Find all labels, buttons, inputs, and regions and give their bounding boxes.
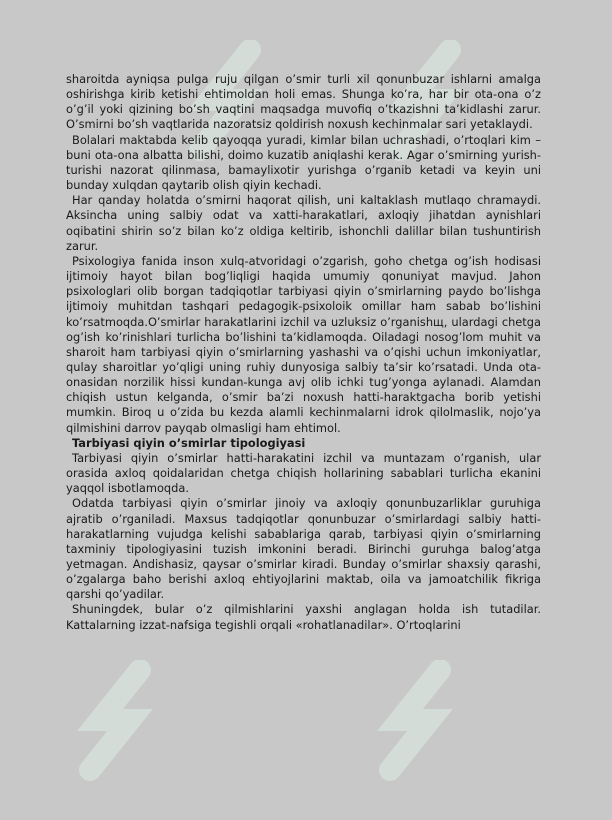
watermark-logo (60, 660, 180, 820)
paragraph: Psixologiya fanida inson xulq-atvoridagi o’zgarish, goho chetga og’ish hodisasi ijtimoiy hayot bilan bog’liqligi haqida umumiy qonuniyat mavjud. Jahon psixologlari olib borgan tadqiqotlar tarbiyasi qiyin o’smirlarning paydo bo’lishga ijtimoiy muhitdan tashqari pedagogik-psixoloik omillar ham sabab bo’lishini ko’rsatmoqda.O’smirlar harakatlarini izchil va uzluksiz o’rganishщ, ulardagi chetga og’ish ko’rinishlari turlicha bo’lishini ta’kidlamoqda. Oiladagi nosog’lom muhit va sharoit ham tarbiyasi qiyin o’smirlarning yashashi va o’qishi uchun imkoniyatlar, qulay sharoitlar yo’qligi uning ruhiy dunyosiga salbiy ta’sir ko’rsatadi. Unda ota-onasidan norzilik hissi kundan-kunga avj olib ichki tug’yonga aylanadi. Alamdan chiqish ustun kelganda, o’smir ba’zi noxush hatti-haraktgacha borib yetishi mumkin. Biroq u o’zida bu kezda alamli kechinmalarni idrok qilolmaslik, nojo’ya qilmishini darrov payqab olmasligi ham ehtimol. (66, 253, 541, 435)
section-heading: Tarbiyasi qiyin o’smirlar tipologiyasi (72, 435, 306, 450)
paragraph: sharoitda ayniqsa pulga ruju qilgan o’smir turli xil qonunbuzar ishlarni amalga oshirishga kirib ketishi ehtimoldan holi emas. Shunga ko’ra, har bir ota-ona o’z o’g’il yoki qizining bo’sh vaqtini maqsadga muvofiq o’tkazishni ta’kidlashi zarur. O’smirni bo’sh vaqtlarida nazoratsiz qoldirish noxush kechinmalar sari yetaklaydi. (66, 72, 541, 132)
paragraph: Bolalari maktabda kelib qayoqqa yuradi, kimlar bilan uchrashadi, o’rtoqlari kim – buni ota-ona albatta bilishi, doimo kuzatib aniqlashi kerak. Agar o’smirning yurish-turishi nazorat qilinmasa, bamaylixotir yurishga o’rganib ketadi va keyin uni bunday xulqdan qaytarib olish qiyin kechadi. (66, 132, 541, 193)
document-body (66, 72, 541, 633)
paragraph: Har qanday holatda o’smirni haqorat qilish, uni kaltaklash mutlaqo chramaydi. Aksincha uning salbiy odat va xatti-harakatlari, axloqiy jihatdan aynishlari oqibatini shirin so’z bilan ko’z oldiga keltirib, ishonchli dalillar bilan tushuntirish zarur. (66, 193, 541, 253)
paragraph: Shuningdek, bular o’z qilmishlarini yaxshi anglagan holda ish tutadilar. Kattalarning izzat-nafsiga tegishli orqali «rohatlanadilar». O’rtoqlarini (66, 602, 541, 632)
watermark-logo (360, 660, 480, 820)
paragraph: Odatda tarbiyasi qiyin o’smirlar jinoiy va axloqiy qonunbuzarliklar guruhiga ajratib o’rganiladi. Maxsus tadqiqotlar qonunbuzar o’smirlardagi salbiy hatti-harakatlarning vujudga kelishi sabablariga qarab, tarbiyasi qiyin o’smirlarning taxminiy tipologiyasini tuzish imkonini beradi. Birinchi guruhga balog’atga yetmagan. Andishasiz, qaysar o’smirlar kiradi. Bunday o’smirlar shaxsiy qarashi, o’zgalarga baho berishi axloq ehtiyojlarini maktab, oila va jamoatchilik fikriga qarshi qo’yadilar. (66, 496, 541, 602)
paragraph: Tarbiyasi qiyin o’smirlar hatti-harakatini izchil va muntazam o’rganish, ular orasida axloq qoidalaridan chetga chiqish hollarining sabablari turlicha ekanini yaqqol isbotlamoqda. (66, 450, 541, 496)
